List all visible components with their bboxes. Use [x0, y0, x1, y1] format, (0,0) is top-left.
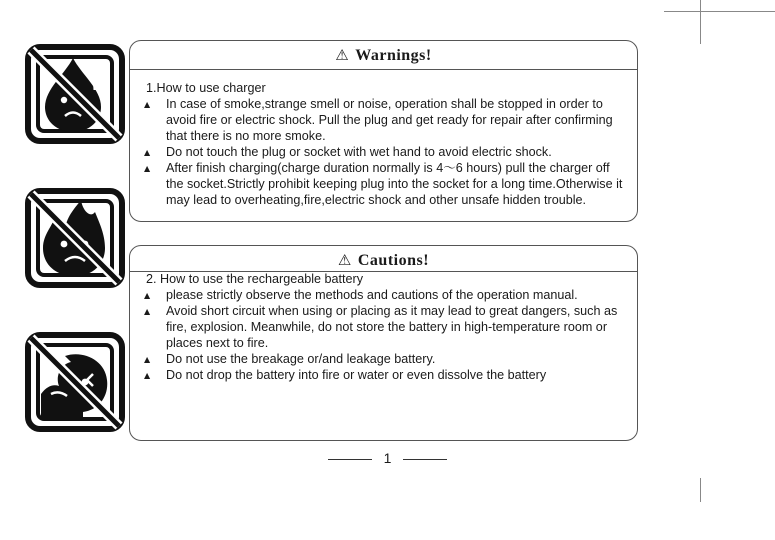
- warnings-title-text: Warnings!: [355, 47, 432, 64]
- warnings-heading: 1.How to use charger: [146, 81, 266, 95]
- warnings-panel: [129, 40, 638, 222]
- cautions-panel: [129, 245, 638, 441]
- divider: [403, 459, 447, 460]
- cautions-title: [130, 251, 637, 270]
- page-number: [0, 450, 775, 466]
- list-item: ▲ Do not touch the plug or socket with wet hand to avoid electric shock.: [142, 144, 629, 160]
- prohibited-water-drop-icon: [25, 44, 125, 144]
- crop-mark: [664, 11, 775, 12]
- cautions-body: [142, 271, 629, 383]
- list-item: ▲ Do not use the breakage or/and leakage battery.: [142, 351, 629, 367]
- prohibited-fire-icon: [25, 188, 125, 288]
- list-item: ▲ Avoid short circuit when using or placing as it may lead to great dangers, such as fire, explosion. Meanwhile, do not store the battery in high-temperature room or places next to fire.: [142, 303, 629, 351]
- prohibited-explosion-icon: [25, 332, 125, 432]
- crop-mark: [700, 0, 701, 44]
- cautions-heading: 2. How to use the rechargeable battery: [146, 272, 364, 286]
- page-number-text: 1: [383, 450, 392, 466]
- cautions-title-text: Cautions!: [357, 252, 430, 269]
- warning-triangle-icon: ⚠: [337, 251, 352, 269]
- list-item: ▲ please strictly observe the methods and cautions of the operation manual.: [142, 287, 629, 303]
- divider: [328, 459, 372, 460]
- crop-mark: [700, 478, 701, 502]
- warnings-body: [142, 80, 629, 208]
- warning-triangle-icon: ⚠: [335, 46, 350, 64]
- list-item: ▲ Do not drop the battery into fire or water or even dissolve the battery: [142, 367, 629, 383]
- divider: [130, 69, 637, 70]
- warnings-title: [130, 46, 637, 65]
- list-item: ▲ After finish charging(charge duration normally is 4～6 hours) pull the charger off the socket.Strictly prohibit keeping plug into the socket for a long time.Otherwise it may lead to overheating,fire,electric shock and other unsafe hidden trouble.: [142, 160, 629, 208]
- list-item: ▲ In case of smoke,strange smell or noise, operation shall be stopped in order to avoid fire or electric shock. Pull the plug and get ready for repair after confirming that there is no more smoke.: [142, 96, 629, 144]
